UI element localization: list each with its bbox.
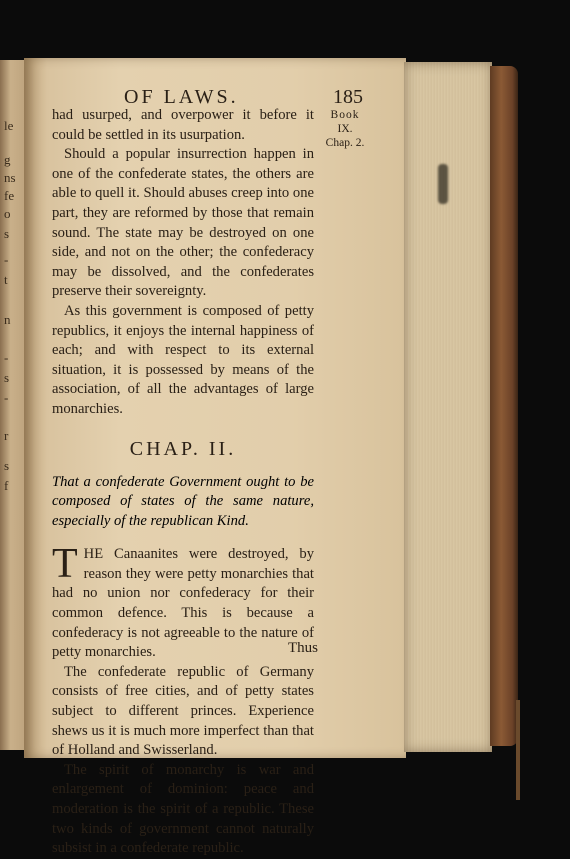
- prev-page-fragment: ns: [4, 170, 16, 185]
- margin-note: [316, 108, 374, 150]
- paragraph: Should a popular insurrection happen in one of the confederate states, the others are able to quell it. Should abuses creep into one part, they are reformed by those that remain sound. The state may be destroyed on one side, and not on the other; the confederacy may be dissolved, and the confederates preserve their sovereignty.: [52, 146, 314, 300]
- running-head: OF LAWS.: [124, 86, 239, 108]
- prev-page-fragment: s: [4, 370, 10, 385]
- catchword: Thus: [288, 640, 318, 656]
- opening-paragraph-text: HE Canaanites were destroyed, by reason they were petty monarchies that had no union nor confederacy for their common defence. This is because a confederacy is not agreeable to the nature of petty monarchies.: [52, 546, 314, 661]
- ink-stain: [438, 164, 448, 204]
- paragraph: had usurped, and overpower it before it could be settled in its usurpation.: [52, 107, 314, 143]
- prev-page-fragment: o: [4, 206, 11, 221]
- paragraph: As this government is composed of petty republics, it enjoys the internal happiness of each; and with respect to its external situation, it is possessed by means of the association, of all the advantages of large monarchies.: [52, 302, 314, 417]
- margin-note-chapter: Chap. 2.: [325, 137, 365, 149]
- book-binding: [490, 66, 518, 746]
- page-edges: [404, 62, 492, 752]
- chapter-title: That a confederate Government ought to be composed of states of the same nature, especially of the republican Kind.: [52, 473, 314, 529]
- margin-note-number: IX.: [337, 123, 353, 135]
- prev-page-fragment: fe: [4, 188, 15, 203]
- opening-paragraph: [52, 541, 314, 663]
- prev-page-fragment: le: [4, 118, 14, 133]
- prev-page-fragment: s: [4, 226, 10, 241]
- prev-page-fragment: g: [4, 152, 11, 167]
- paragraph: The confederate republic of Germany consists of free cities, and of petty states subject to different princes. Experience shews us it is much more imperfect than that of Holland and Swisserland.: [52, 663, 314, 759]
- prev-page-fragment: f: [4, 478, 9, 493]
- prev-page-fragment: -: [4, 390, 9, 405]
- page-number: 185: [333, 86, 363, 108]
- prev-page-fragment: t: [4, 272, 8, 287]
- chapter-heading: CHAP. II.: [129, 437, 237, 460]
- page-body: [52, 106, 314, 859]
- bookmark-ribbon: [516, 700, 520, 800]
- prev-page-fragment: -: [4, 252, 9, 267]
- paragraph: The spirit of monarchy is war and enlargement of dominion: peace and moderation is the spirit of a republic. These two kinds of government cannot naturally subsist in a confederate republic.: [52, 761, 314, 857]
- drop-cap: T: [52, 541, 78, 588]
- prev-page-fragment: r: [4, 428, 9, 443]
- prev-page-fragment: n: [4, 312, 11, 327]
- margin-note-book: Book: [330, 109, 360, 121]
- prev-page-fragment: -: [4, 350, 9, 365]
- prev-page-fragment: s: [4, 458, 10, 473]
